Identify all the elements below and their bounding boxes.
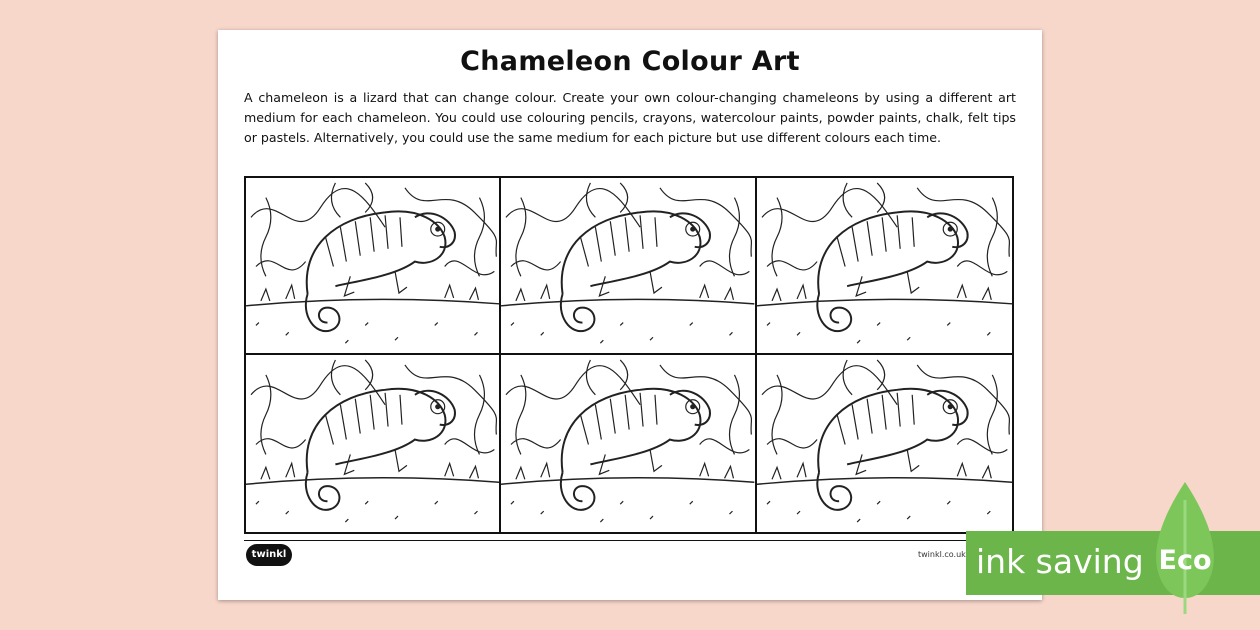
page-title: Chameleon Colour Art: [460, 46, 800, 77]
chameleon-illustration: [246, 355, 499, 532]
footer-site: twinkl.co.uk: [918, 550, 966, 559]
intro-paragraph: A chameleon is a lizard that can change colour. Create your own colour-changing chameleons by using a different art medium for each chameleon. You could use colouring pencils, crayons, watercolour paints, powder paints, chalk, felt tips or pastels. Alternatively, you could use the same medium for each picture but use different colours each time.: [244, 90, 1016, 145]
worksheet-page: [218, 30, 1042, 600]
chameleon-panel: [757, 178, 1012, 355]
footer-divider: [244, 540, 1014, 541]
chameleon-panel: [501, 355, 756, 532]
chameleon-illustration: [757, 178, 1012, 353]
chameleon-panel: [501, 178, 756, 355]
twinkl-logo: twinkl: [246, 544, 292, 566]
chameleon-illustration: [757, 355, 1012, 532]
chameleon-illustration: [246, 178, 499, 353]
chameleon-illustration: [501, 178, 754, 353]
chameleon-panel: [757, 355, 1012, 532]
chameleon-illustration: [501, 355, 754, 532]
colouring-grid: [244, 176, 1014, 534]
chameleon-panel: [246, 178, 501, 355]
chameleon-panel: [246, 355, 501, 532]
eco-label: Eco: [1158, 545, 1212, 576]
ink-saving-label: ink saving: [976, 542, 1144, 581]
